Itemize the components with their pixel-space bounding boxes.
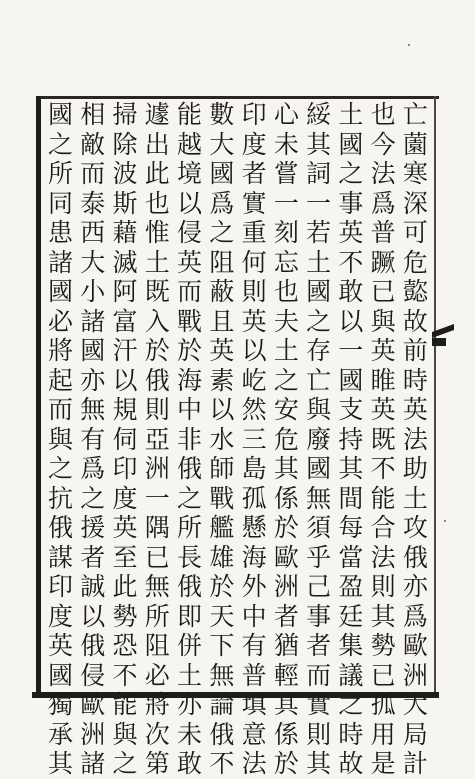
glyph: 之 xyxy=(273,365,299,395)
right-border-rule xyxy=(434,96,436,694)
glyph: 泰 xyxy=(80,188,106,218)
fish-tail-mark-tip xyxy=(432,338,446,346)
glyph: 雄 xyxy=(209,542,235,572)
glyph: 國 xyxy=(306,277,332,306)
glyph: 則 xyxy=(370,572,396,601)
glyph: 於 xyxy=(273,513,299,542)
glyph: 亡 xyxy=(402,100,428,129)
glyph: 中 xyxy=(177,395,203,424)
glyph: 不 xyxy=(338,247,364,277)
glyph: 戰 xyxy=(177,306,203,336)
glyph: 抗 xyxy=(47,483,73,513)
glyph: 俄 xyxy=(402,542,428,572)
glyph: 與 xyxy=(306,395,332,424)
glyph: 承 xyxy=(47,719,73,749)
glyph: 獨 xyxy=(47,690,73,719)
glyph: 普 xyxy=(241,660,267,690)
glyph: 英 xyxy=(112,513,138,542)
glyph: 伺 xyxy=(112,424,138,454)
glyph: 爲 xyxy=(402,601,428,631)
glyph: 國 xyxy=(209,159,235,188)
glyph: 之 xyxy=(47,129,73,159)
glyph: 其 xyxy=(273,454,299,483)
glyph: 援 xyxy=(80,513,106,542)
glyph: 持 xyxy=(338,424,364,454)
glyph: 時 xyxy=(338,719,364,749)
glyph: 前 xyxy=(402,336,428,365)
glyph: 危 xyxy=(402,247,428,277)
glyph: 謀 xyxy=(47,542,73,572)
text-column-10 xyxy=(111,100,140,778)
glyph: 已 xyxy=(370,660,396,690)
glyph: 能 xyxy=(112,690,138,719)
glyph: 除 xyxy=(112,129,138,159)
glyph: 薗 xyxy=(402,129,428,159)
glyph: 所 xyxy=(177,513,203,542)
glyph: 則 xyxy=(241,277,267,306)
text-column-9 xyxy=(143,100,172,778)
glyph: 即 xyxy=(177,601,203,631)
glyph: 印 xyxy=(241,100,267,129)
glyph: 蔽 xyxy=(209,277,235,306)
glyph: 此 xyxy=(112,572,138,601)
glyph: 滅 xyxy=(112,247,138,277)
glyph: 可 xyxy=(402,218,428,247)
glyph: 於 xyxy=(144,336,170,365)
glyph: 未 xyxy=(273,129,299,159)
glyph: 境 xyxy=(177,159,203,188)
glyph: 以 xyxy=(177,188,203,218)
glyph: 外 xyxy=(241,572,267,601)
glyph: 事 xyxy=(306,601,332,631)
glyph: 深 xyxy=(402,188,428,218)
glyph: 印 xyxy=(112,454,138,483)
glyph: 第 xyxy=(144,749,170,778)
glyph: 非 xyxy=(177,424,203,454)
glyph: 俄 xyxy=(47,513,73,542)
glyph: 者 xyxy=(80,542,106,572)
glyph: 俄 xyxy=(144,365,170,395)
glyph: 阿 xyxy=(112,277,138,306)
glyph: 猶 xyxy=(273,631,299,660)
glyph: 國 xyxy=(306,454,332,483)
glyph: 歐 xyxy=(80,690,106,719)
glyph: 填 xyxy=(241,690,267,719)
glyph: 將 xyxy=(47,336,73,365)
glyph: 英 xyxy=(47,631,73,660)
text-column-4 xyxy=(304,100,333,778)
speck-mark xyxy=(408,44,410,46)
glyph: 同 xyxy=(47,188,73,218)
glyph: 出 xyxy=(144,129,170,159)
glyph: 之 xyxy=(80,483,106,513)
glyph: 所 xyxy=(47,159,73,188)
glyph: 亦 xyxy=(177,690,203,719)
glyph: 夫 xyxy=(273,306,299,336)
glyph: 於 xyxy=(177,336,203,365)
glyph: 艦 xyxy=(209,513,235,542)
glyph: 戰 xyxy=(209,483,235,513)
glyph: 係 xyxy=(273,719,299,749)
glyph: 度 xyxy=(241,129,267,159)
glyph: 用 xyxy=(370,719,396,749)
glyph: 也 xyxy=(370,100,396,129)
glyph: 無 xyxy=(306,483,332,513)
glyph: 之 xyxy=(112,749,138,778)
glyph: 遽 xyxy=(144,100,170,129)
glyph: 洲 xyxy=(80,719,106,749)
glyph: 歐 xyxy=(402,631,428,660)
glyph: 既 xyxy=(370,424,396,454)
glyph: 己 xyxy=(306,572,332,601)
glyph: 法 xyxy=(402,424,428,454)
glyph: 而 xyxy=(47,395,73,424)
glyph: 其 xyxy=(370,601,396,631)
glyph: 不 xyxy=(370,454,396,483)
glyph: 海 xyxy=(177,365,203,395)
glyph: 今 xyxy=(370,129,396,159)
glyph: 法 xyxy=(370,159,396,188)
glyph: 入 xyxy=(144,306,170,336)
glyph: 波 xyxy=(112,159,138,188)
glyph: 英 xyxy=(209,336,235,365)
glyph: 諸 xyxy=(80,749,106,778)
glyph: 印 xyxy=(47,572,73,601)
glyph: 敢 xyxy=(177,749,203,778)
glyph: 英 xyxy=(370,336,396,365)
glyph: 國 xyxy=(338,129,364,159)
glyph: 一 xyxy=(273,188,299,218)
glyph: 國 xyxy=(47,277,73,306)
glyph: 無 xyxy=(209,660,235,690)
text-column-11 xyxy=(78,100,107,778)
glyph: 實 xyxy=(241,188,267,218)
glyph: 既 xyxy=(144,277,170,306)
glyph: 之 xyxy=(338,690,364,719)
glyph: 合 xyxy=(370,513,396,542)
glyph: 然 xyxy=(241,395,267,424)
glyph: 無 xyxy=(80,395,106,424)
text-column-1 xyxy=(401,100,430,778)
glyph: 國 xyxy=(80,336,106,365)
glyph: 安 xyxy=(273,395,299,424)
glyph: 侵 xyxy=(177,218,203,247)
glyph: 嘗 xyxy=(273,159,299,188)
glyph: 也 xyxy=(273,277,299,306)
glyph: 助 xyxy=(402,454,428,483)
glyph: 有 xyxy=(241,631,267,660)
text-column-6 xyxy=(240,100,269,778)
glyph: 時 xyxy=(402,365,428,395)
glyph: 相 xyxy=(80,100,106,129)
glyph: 土 xyxy=(273,336,299,365)
glyph: 諸 xyxy=(80,306,106,336)
glyph: 天 xyxy=(209,601,235,631)
glyph: 敵 xyxy=(80,129,106,159)
glyph: 阻 xyxy=(209,247,235,277)
glyph: 師 xyxy=(209,454,235,483)
glyph: 與 xyxy=(112,719,138,749)
glyph: 乎 xyxy=(306,542,332,572)
glyph: 海 xyxy=(241,542,267,572)
glyph: 集 xyxy=(338,631,364,660)
glyph: 洲 xyxy=(144,454,170,483)
glyph: 起 xyxy=(47,365,73,395)
glyph: 孤 xyxy=(241,483,267,513)
glyph: 者 xyxy=(306,631,332,660)
glyph: 能 xyxy=(370,483,396,513)
glyph: 下 xyxy=(209,631,235,660)
glyph: 亡 xyxy=(306,365,332,395)
glyph: 洲 xyxy=(402,660,428,690)
glyph: 侵 xyxy=(80,660,106,690)
glyph: 則 xyxy=(144,395,170,424)
glyph: 次 xyxy=(144,719,170,749)
glyph: 普 xyxy=(370,218,396,247)
text-column-2 xyxy=(369,100,398,778)
glyph: 法 xyxy=(370,542,396,572)
top-border-rule xyxy=(36,96,439,99)
glyph: 係 xyxy=(273,483,299,513)
glyph: 其 xyxy=(47,749,73,778)
glyph: 中 xyxy=(241,601,267,631)
glyph: 爲 xyxy=(80,454,106,483)
glyph: 而 xyxy=(306,660,332,690)
glyph: 大 xyxy=(402,690,428,719)
glyph: 計 xyxy=(402,749,428,778)
glyph: 以 xyxy=(338,306,364,336)
glyph: 而 xyxy=(177,277,203,306)
glyph: 一 xyxy=(144,483,170,513)
glyph: 綏 xyxy=(306,100,332,129)
glyph: 之 xyxy=(338,159,364,188)
glyph: 土 xyxy=(338,100,364,129)
glyph: 國 xyxy=(47,660,73,690)
glyph: 其 xyxy=(306,749,332,778)
glyph: 以 xyxy=(241,336,267,365)
glyph: 亦 xyxy=(402,572,428,601)
glyph: 間 xyxy=(338,483,364,513)
glyph: 掃 xyxy=(112,100,138,129)
speck-mark xyxy=(444,520,446,522)
glyph: 恐 xyxy=(112,631,138,660)
glyph: 未 xyxy=(177,719,203,749)
glyph: 蹶 xyxy=(370,247,396,277)
glyph: 之 xyxy=(209,218,235,247)
glyph: 土 xyxy=(177,660,203,690)
glyph: 島 xyxy=(241,454,267,483)
glyph: 併 xyxy=(177,631,203,660)
glyph: 若 xyxy=(306,218,332,247)
text-column-7 xyxy=(207,100,236,778)
glyph: 惟 xyxy=(144,218,170,247)
glyph: 度 xyxy=(112,483,138,513)
glyph: 能 xyxy=(177,100,203,129)
glyph: 須 xyxy=(306,513,332,542)
glyph: 英 xyxy=(177,247,203,277)
glyph: 刻 xyxy=(273,218,299,247)
glyph: 廷 xyxy=(338,601,364,631)
glyph: 必 xyxy=(144,660,170,690)
glyph: 一 xyxy=(306,188,332,218)
glyph: 則 xyxy=(306,719,332,749)
glyph: 屹 xyxy=(241,365,267,395)
glyph: 諸 xyxy=(47,247,73,277)
glyph: 故 xyxy=(402,306,428,336)
glyph: 俄 xyxy=(80,631,106,660)
glyph: 此 xyxy=(144,159,170,188)
glyph: 無 xyxy=(144,572,170,601)
glyph: 之 xyxy=(177,483,203,513)
glyph: 之 xyxy=(47,454,73,483)
glyph: 㦤 xyxy=(402,277,428,306)
glyph: 藉 xyxy=(112,218,138,247)
glyph: 輕 xyxy=(273,660,299,690)
glyph: 睢 xyxy=(370,365,396,395)
text-column-3 xyxy=(336,100,365,778)
glyph: 也 xyxy=(144,188,170,218)
glyph: 爲 xyxy=(209,188,235,218)
glyph: 盈 xyxy=(338,572,364,601)
glyph: 以 xyxy=(80,601,106,631)
glyph: 故 xyxy=(338,749,364,778)
text-column-5 xyxy=(272,100,301,778)
glyph: 阻 xyxy=(144,631,170,660)
glyph: 與 xyxy=(47,424,73,454)
glyph: 何 xyxy=(241,247,267,277)
glyph: 不 xyxy=(209,749,235,778)
glyph: 已 xyxy=(370,277,396,306)
glyph: 廢 xyxy=(306,424,332,454)
glyph: 危 xyxy=(273,424,299,454)
glyph: 其 xyxy=(338,454,364,483)
glyph: 忘 xyxy=(273,247,299,277)
glyph: 法 xyxy=(241,749,267,778)
glyph: 富 xyxy=(112,306,138,336)
glyph: 大 xyxy=(80,247,106,277)
glyph: 水 xyxy=(209,424,235,454)
glyph: 實 xyxy=(306,690,332,719)
glyph: 西 xyxy=(80,218,106,247)
glyph: 於 xyxy=(209,572,235,601)
glyph: 國 xyxy=(47,100,73,129)
glyph: 數 xyxy=(209,100,235,129)
glyph: 歐 xyxy=(273,542,299,572)
glyph: 有 xyxy=(80,424,106,454)
glyph: 洲 xyxy=(273,572,299,601)
glyph: 存 xyxy=(306,336,332,365)
glyph: 寒 xyxy=(402,159,428,188)
glyph: 且 xyxy=(209,306,235,336)
glyph: 誠 xyxy=(80,572,106,601)
glyph: 大 xyxy=(209,129,235,159)
glyph: 必 xyxy=(47,306,73,336)
glyph: 支 xyxy=(338,395,364,424)
glyph: 而 xyxy=(80,159,106,188)
glyph: 國 xyxy=(338,365,364,395)
glyph: 已 xyxy=(144,542,170,572)
glyph: 一 xyxy=(338,336,364,365)
glyph: 土 xyxy=(402,483,428,513)
text-columns xyxy=(46,100,430,778)
glyph: 攻 xyxy=(402,513,428,542)
glyph: 事 xyxy=(338,188,364,218)
glyph: 越 xyxy=(177,129,203,159)
glyph: 土 xyxy=(306,247,332,277)
glyph: 者 xyxy=(241,159,267,188)
text-column-8 xyxy=(175,100,204,778)
glyph: 度 xyxy=(47,601,73,631)
glyph: 長 xyxy=(177,542,203,572)
glyph: 英 xyxy=(338,218,364,247)
glyph: 於 xyxy=(273,749,299,778)
glyph: 勢 xyxy=(370,631,396,660)
glyph: 英 xyxy=(241,306,267,336)
glyph: 以 xyxy=(209,395,235,424)
glyph: 其 xyxy=(273,690,299,719)
glyph: 每 xyxy=(338,513,364,542)
glyph: 汗 xyxy=(112,336,138,365)
glyph: 俄 xyxy=(209,719,235,749)
glyph: 隅 xyxy=(144,513,170,542)
glyph: 者 xyxy=(273,601,299,631)
glyph: 至 xyxy=(112,542,138,572)
left-border-rule xyxy=(36,96,41,694)
glyph: 敢 xyxy=(338,277,364,306)
glyph: 以 xyxy=(112,365,138,395)
glyph: 患 xyxy=(47,218,73,247)
glyph: 所 xyxy=(144,601,170,631)
glyph: 論 xyxy=(209,690,235,719)
glyph: 勢 xyxy=(112,601,138,631)
text-column-12 xyxy=(46,100,75,778)
glyph: 當 xyxy=(338,542,364,572)
glyph: 斯 xyxy=(112,188,138,218)
glyph: 小 xyxy=(80,277,106,306)
glyph: 三 xyxy=(241,424,267,454)
glyph: 與 xyxy=(370,306,396,336)
glyph: 重 xyxy=(241,218,267,247)
glyph: 亞 xyxy=(144,424,170,454)
glyph: 規 xyxy=(112,395,138,424)
glyph: 意 xyxy=(241,719,267,749)
glyph: 素 xyxy=(209,365,235,395)
glyph: 將 xyxy=(144,690,170,719)
glyph: 是 xyxy=(370,749,396,778)
glyph: 土 xyxy=(144,247,170,277)
glyph: 爲 xyxy=(370,188,396,218)
glyph: 議 xyxy=(338,660,364,690)
glyph: 亦 xyxy=(80,365,106,395)
glyph: 其 xyxy=(306,129,332,159)
glyph: 孤 xyxy=(370,690,396,719)
glyph: 英 xyxy=(402,395,428,424)
glyph: 之 xyxy=(306,306,332,336)
glyph: 局 xyxy=(402,719,428,749)
glyph: 心 xyxy=(273,100,299,129)
glyph: 俄 xyxy=(177,572,203,601)
glyph: 不 xyxy=(112,660,138,690)
glyph: 俄 xyxy=(177,454,203,483)
glyph: 英 xyxy=(370,395,396,424)
glyph: 詞 xyxy=(306,159,332,188)
glyph: 懸 xyxy=(241,513,267,542)
